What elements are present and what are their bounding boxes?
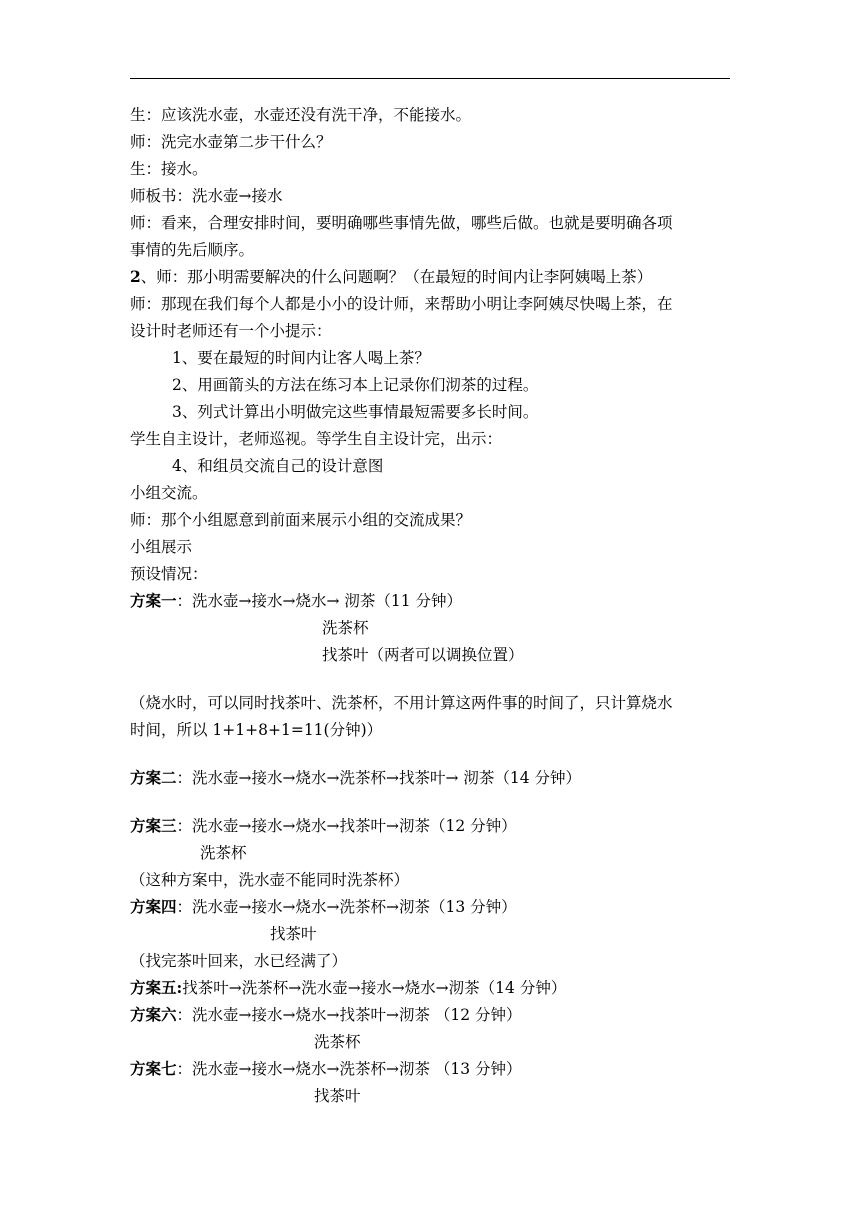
text-line: （这种方案中，洗水壶不能同时洗茶杯） [130, 871, 410, 889]
plan-5 [130, 978, 566, 998]
plan-steps: ：洗水壶→接水→烧水→洗茶杯→沏茶（13 分钟） [176, 898, 517, 916]
plan-label: 方案五: [130, 978, 183, 997]
plan-4 [130, 897, 517, 917]
plan-label: 方案七 [130, 1059, 177, 1078]
text-line: （烧水时，可以同时找茶叶、洗茶杯，不用计算这两件事的时间了，只计算烧水 [130, 694, 673, 712]
text-line: 时间，所以 1+1+8+1=11(分钟)） [130, 721, 383, 739]
text-line: 生：应该洗水壶，水壶还没有洗干净，不能接水。 [130, 106, 472, 124]
plan-steps: ：洗水壶→接水→烧水→洗茶杯→沏茶 （13 分钟） [176, 1060, 522, 1078]
plan-steps: ：洗水壶→接水→烧水→ 沏茶（11 分钟） [176, 592, 463, 610]
plan-label: 方案二 [130, 768, 177, 787]
text-line: 事情的先后顺序。 [130, 241, 255, 259]
header-rule [130, 78, 730, 79]
plan-branch: 洗茶杯 [322, 619, 369, 637]
text-line: 预设情况： [130, 565, 208, 583]
plan-7 [130, 1059, 522, 1079]
item-text: 、师：那小明需要解决的什么问题啊？（在最短的时间内让李阿姨喝上茶） [140, 268, 653, 286]
text-line: 设计时老师还有一个小提示： [130, 322, 332, 340]
text-line: 师板书：洗水壶→接水 [130, 187, 283, 205]
plan-3 [130, 816, 517, 836]
plan-steps: ：洗水壶→接水→烧水→找茶叶→沏茶 （12 分钟） [176, 1006, 522, 1024]
plan-label: 方案四 [130, 897, 177, 916]
text-line [130, 267, 652, 287]
plan-6 [130, 1005, 522, 1025]
hint-item: 4、和组员交流自己的设计意图 [172, 457, 384, 475]
item-number: 2 [130, 267, 141, 286]
plan-1 [130, 591, 462, 611]
plan-steps: 找茶叶→洗茶杯→洗水壶→接水→烧水→沏茶（14 分钟） [182, 979, 567, 997]
plan-branch: 洗茶杯 [200, 844, 247, 862]
plan-2 [130, 768, 581, 788]
plan-steps: ：洗水壶→接水→烧水→洗茶杯→找茶叶→ 沏茶（14 分钟） [176, 769, 582, 787]
plan-label: 方案一 [130, 591, 177, 610]
text-line: 师：那现在我们每个人都是小小的设计师，来帮助小明让李阿姨尽快喝上茶，在 [130, 295, 673, 313]
plan-branch: 找茶叶 [270, 925, 317, 943]
text-line: 师：那个小组愿意到前面来展示小组的交流成果？ [130, 511, 472, 529]
plan-label: 方案六 [130, 1005, 177, 1024]
plan-label: 方案三 [130, 816, 177, 835]
plan-branch: 找茶叶 [314, 1087, 361, 1105]
hint-item: 2、用画箭头的方法在练习本上记录你们沏茶的过程。 [172, 376, 539, 394]
plan-branch: 洗茶杯 [314, 1033, 361, 1051]
plan-steps: ：洗水壶→接水→烧水→找茶叶→沏茶（12 分钟） [176, 817, 517, 835]
text-line: 师：看来，合理安排时间，要明确哪些事情先做，哪些后做。也就是要明确各项 [130, 214, 673, 232]
text-line: 小组展示 [130, 538, 193, 556]
plan-branch: 找茶叶（两者可以调换位置） [322, 646, 524, 664]
text-line: 学生自主设计，老师巡视。等学生自主设计完，出示： [130, 430, 503, 448]
hint-item: 3、列式计算出小明做完这些事情最短需要多长时间。 [172, 403, 539, 421]
text-line: 生：接水。 [130, 160, 208, 178]
text-line: （找完茶叶回来，水已经满了） [130, 952, 348, 970]
text-line: 师：洗完水壶第二步干什么？ [130, 133, 332, 151]
hint-item: 1、要在最短的时间内让客人喝上茶？ [172, 349, 430, 367]
text-line: 小组交流。 [130, 484, 208, 502]
